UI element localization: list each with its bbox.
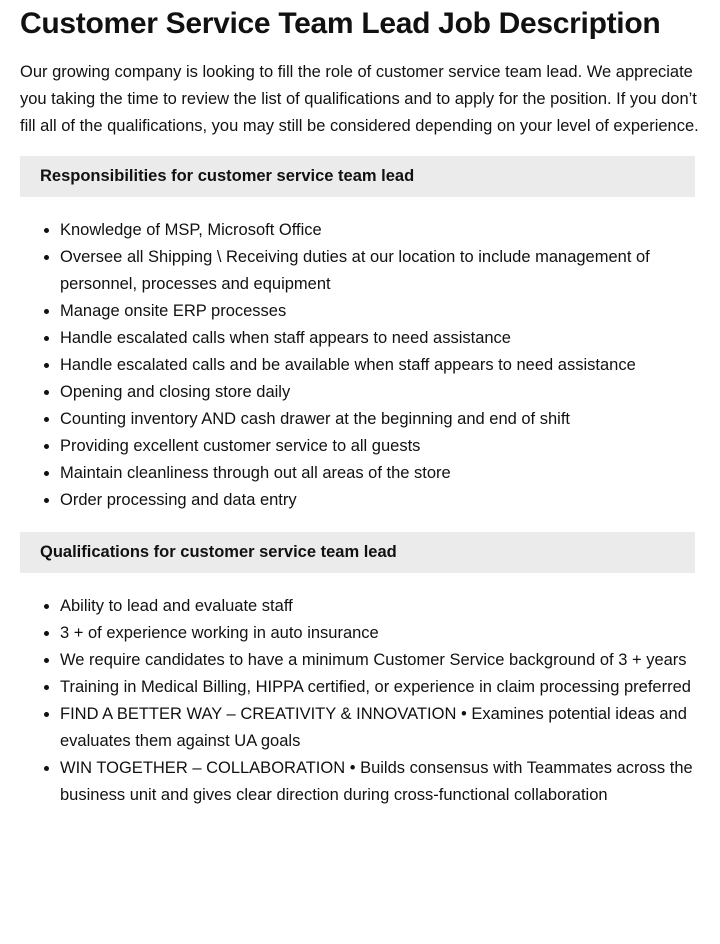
intro-paragraph: Our growing company is looking to fill the role of customer service team lead. We appreciate you taking the time to review the list of qualifications and to apply for the position. If you don’t fill all of the qualifications, you may still be considered depending on your level of experience. bbox=[20, 63, 699, 135]
list-item: • Opening and closing store daily bbox=[60, 379, 700, 406]
qualifications-list bbox=[20, 593, 700, 809]
sections bbox=[20, 156, 700, 809]
list-item: • Manage onsite ERP processes bbox=[60, 298, 700, 325]
list-item: • Knowledge of MSP, Microsoft Office bbox=[60, 217, 700, 244]
list-item: • Handle escalated calls when staff appears to need assistance bbox=[60, 325, 700, 352]
list-item: • FIND A BETTER WAY – CREATIVITY & INNOVATION • Examines potential ideas and evaluates them against UA goals bbox=[60, 701, 700, 755]
qualifications-heading: Qualifications for customer service team lead bbox=[20, 532, 695, 573]
list-item: • Ability to lead and evaluate staff bbox=[60, 593, 700, 620]
list-item: • Oversee all Shipping \ Receiving duties at our location to include management of personnel, processes and equipment bbox=[60, 244, 700, 298]
list-item: • Maintain cleanliness through out all areas of the store bbox=[60, 460, 700, 487]
list-item: • Order processing and data entry bbox=[60, 487, 700, 514]
list-item: • Training in Medical Billing, HIPPA certified, or experience in claim processing preferred bbox=[60, 674, 700, 701]
responsibilities-list bbox=[20, 217, 700, 514]
list-item: • WIN TOGETHER – COLLABORATION • Builds consensus with Teammates across the business unit and gives clear direction during cross-functional collaboration bbox=[60, 755, 700, 809]
page-title: Customer Service Team Lead Job Description bbox=[20, 7, 661, 40]
list-item: • Counting inventory AND cash drawer at the beginning and end of shift bbox=[60, 406, 700, 433]
list-item: • Handle escalated calls and be available when staff appears to need assistance bbox=[60, 352, 700, 379]
list-item: • 3 + of experience working in auto insurance bbox=[60, 620, 700, 647]
responsibilities-heading: Responsibilities for customer service team lead bbox=[20, 156, 695, 197]
list-item: • We require candidates to have a minimum Customer Service background of 3 + years bbox=[60, 647, 700, 674]
list-item: • Providing excellent customer service to all guests bbox=[60, 433, 700, 460]
